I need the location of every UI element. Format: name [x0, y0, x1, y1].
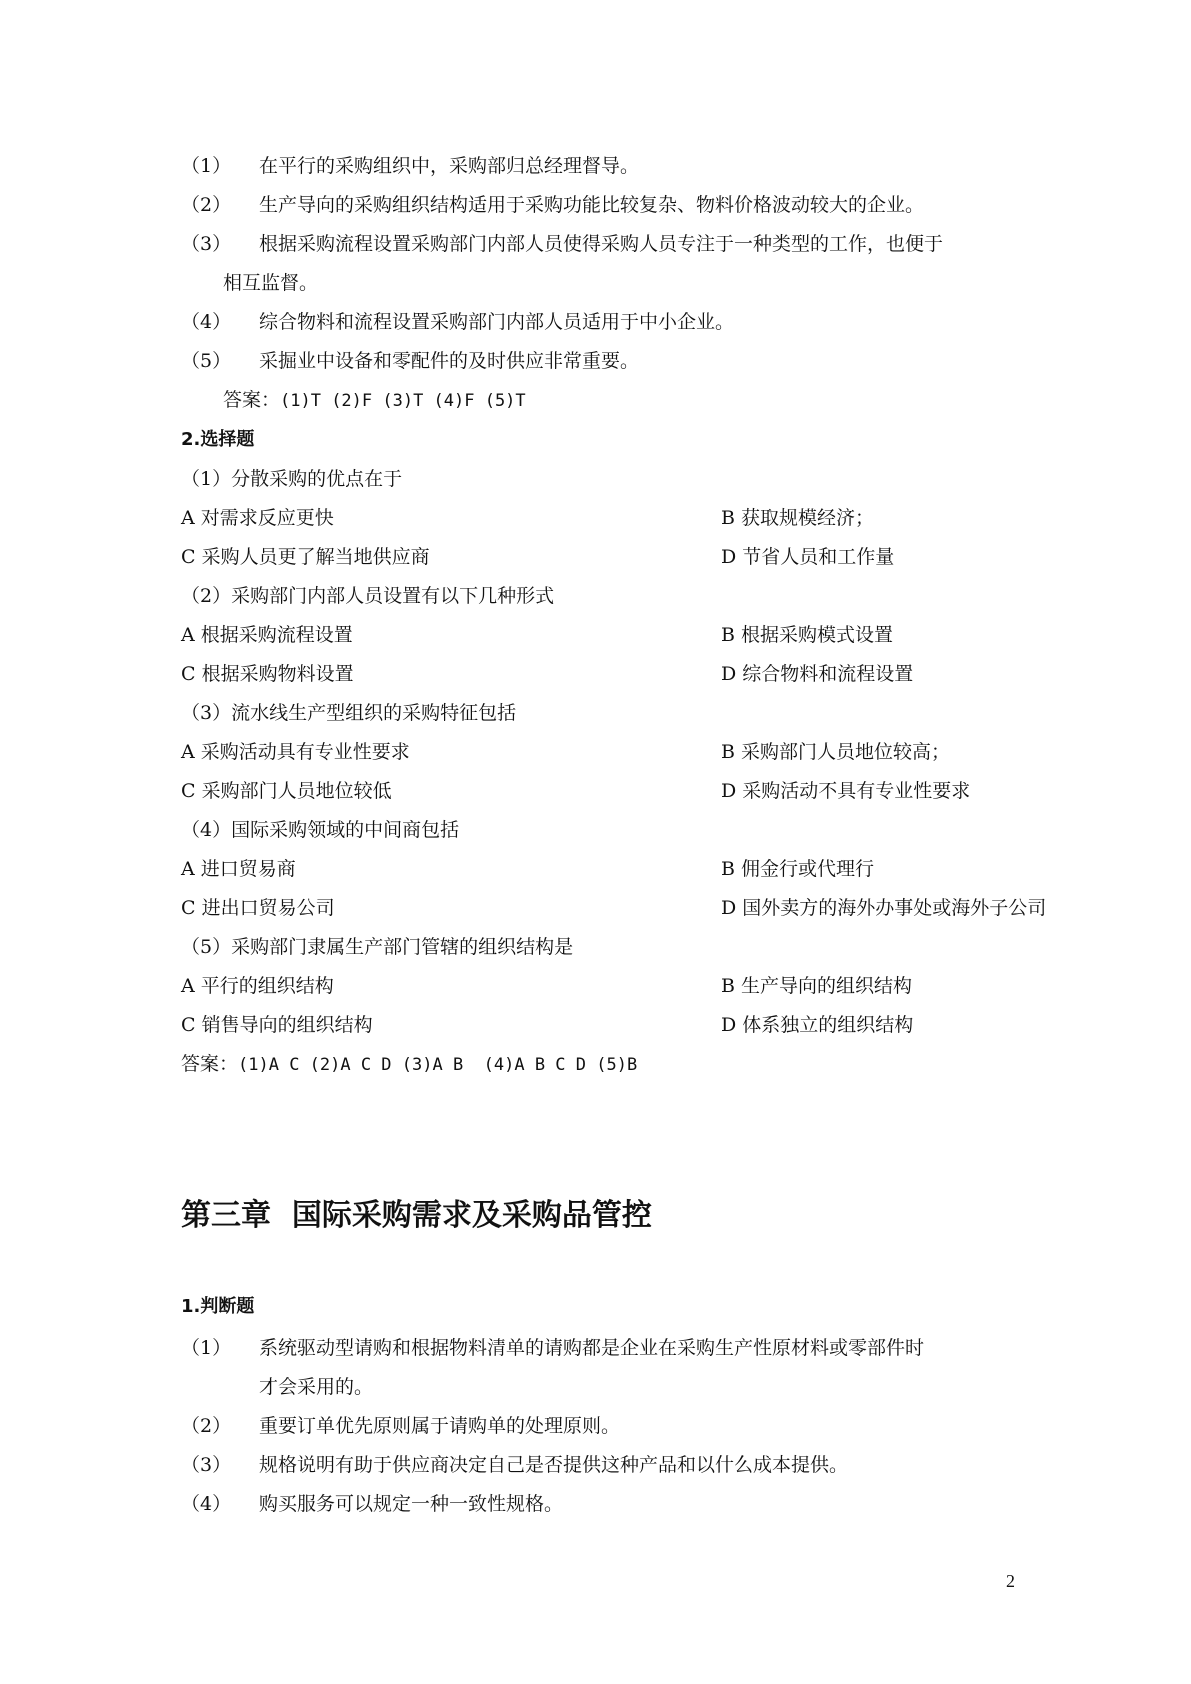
tf-answer [223, 387, 526, 414]
option-c: C 采购人员更了解当地供应商 [181, 546, 430, 568]
option-d: D 节省人员和工作量 [721, 546, 895, 568]
item-text: 在平行的采购组织中，采购部归总经理督导。 [259, 155, 640, 177]
option-b: B 获取规模经济； [721, 507, 875, 529]
page-number: 2 [1006, 1571, 1015, 1591]
item-number: （1） [181, 155, 232, 177]
mc-option-row [181, 505, 875, 531]
mc-option-row [181, 622, 894, 648]
option-b: B 采购部门人员地位较高； [721, 741, 951, 763]
mc-option-row [181, 778, 971, 804]
answer-label: 答案： [181, 1053, 239, 1075]
item-number: （4） [181, 1493, 232, 1515]
item-number: （3） [181, 233, 232, 255]
item-number: （5） [181, 350, 232, 372]
mc-question-4: （4）国际采购领域的中间商包括 [181, 819, 460, 841]
ch3-tf-item-1-continuation: 才会采用的。 [259, 1376, 374, 1398]
option-b: B 根据采购模式设置 [721, 624, 894, 646]
item-text: 根据采购流程设置采购部门内部人员使得采购人员专注于一种类型的工作，也便于 [259, 233, 944, 255]
answer-text: (1)A C (2)A C D (3)A B (4)A B C D (5)B [238, 1055, 638, 1075]
tf-item-1 [181, 153, 639, 179]
option-a: A 平行的组织结构 [181, 975, 334, 997]
ch3-tf-item-4 [181, 1491, 563, 1517]
option-a: A 对需求反应更快 [181, 507, 334, 529]
option-d: D 体系独立的组织结构 [721, 1014, 914, 1036]
option-d: D 采购活动不具有专业性要求 [721, 780, 971, 802]
mc-question-2: （2）采购部门内部人员设置有以下几种形式 [181, 585, 555, 607]
option-a: A 根据采购流程设置 [181, 624, 353, 646]
mc-option-row [181, 739, 951, 765]
ch3-tf-item-3 [181, 1452, 848, 1478]
chapter-title: 第三章 国际采购需求及采购品管控 [181, 1198, 652, 1233]
mc-heading: 2.选择题 [181, 429, 255, 450]
mc-question-3: （3）流水线生产型组织的采购特征包括 [181, 702, 517, 724]
mc-question-1: （1）分散采购的优点在于 [181, 468, 403, 490]
option-c: C 采购部门人员地位较低 [181, 780, 392, 802]
option-a: A 进口贸易商 [181, 858, 296, 880]
option-a: A 采购活动具有专业性要求 [181, 741, 410, 763]
mc-answer [181, 1051, 637, 1078]
tf-item-5 [181, 348, 639, 374]
option-d: D 国外卖方的海外办事处或海外子公司 [721, 897, 1047, 919]
item-text: 规格说明有助于供应商决定自己是否提供这种产品和以什么成本提供。 [259, 1454, 849, 1476]
mc-question-5: （5）采购部门隶属生产部门管辖的组织结构是 [181, 936, 574, 958]
answer-text: (1)T (2)F (3)T (4)F (5)T [280, 391, 526, 411]
option-d: D 综合物料和流程设置 [721, 663, 914, 685]
option-b: B 生产导向的组织结构 [721, 975, 913, 997]
item-number: （3） [181, 1454, 232, 1476]
item-text: 系统驱动型请购和根据物料清单的请购都是企业在采购生产性原材料或零部件时 [259, 1337, 925, 1359]
item-text: 生产导向的采购组织结构适用于采购功能比较复杂、物料价格波动较大的企业。 [259, 194, 925, 216]
mc-option-row [181, 661, 914, 687]
item-number: （4） [181, 311, 232, 333]
item-text: 采掘业中设备和零配件的及时供应非常重要。 [259, 350, 640, 372]
ch3-tf-item-1 [181, 1335, 924, 1361]
mc-option-row [181, 544, 895, 570]
mc-option-row [181, 856, 875, 882]
option-c: C 根据采购物料设置 [181, 663, 354, 685]
item-text: 购买服务可以规定一种一致性规格。 [259, 1493, 564, 1515]
mc-option-row [181, 973, 913, 999]
item-text: 综合物料和流程设置采购部门内部人员适用于中小企业。 [259, 311, 735, 333]
item-text: 重要订单优先原则属于请购单的处理原则。 [259, 1415, 621, 1437]
option-b: B 佣金行或代理行 [721, 858, 875, 880]
option-c: C 进出口贸易公司 [181, 897, 335, 919]
option-c: C 销售导向的组织结构 [181, 1014, 373, 1036]
item-number: （1） [181, 1337, 232, 1359]
mc-option-row [181, 895, 1047, 921]
item-number: （2） [181, 1415, 232, 1437]
tf-heading: 1.判断题 [181, 1296, 255, 1317]
ch3-tf-item-2 [181, 1413, 620, 1439]
answer-label: 答案： [223, 389, 281, 411]
tf-item-3-continuation: 相互监督。 [223, 272, 319, 294]
tf-item-3 [181, 231, 943, 257]
tf-item-2 [181, 192, 924, 218]
mc-option-row [181, 1012, 914, 1038]
item-number: （2） [181, 194, 232, 216]
tf-item-4 [181, 309, 734, 335]
